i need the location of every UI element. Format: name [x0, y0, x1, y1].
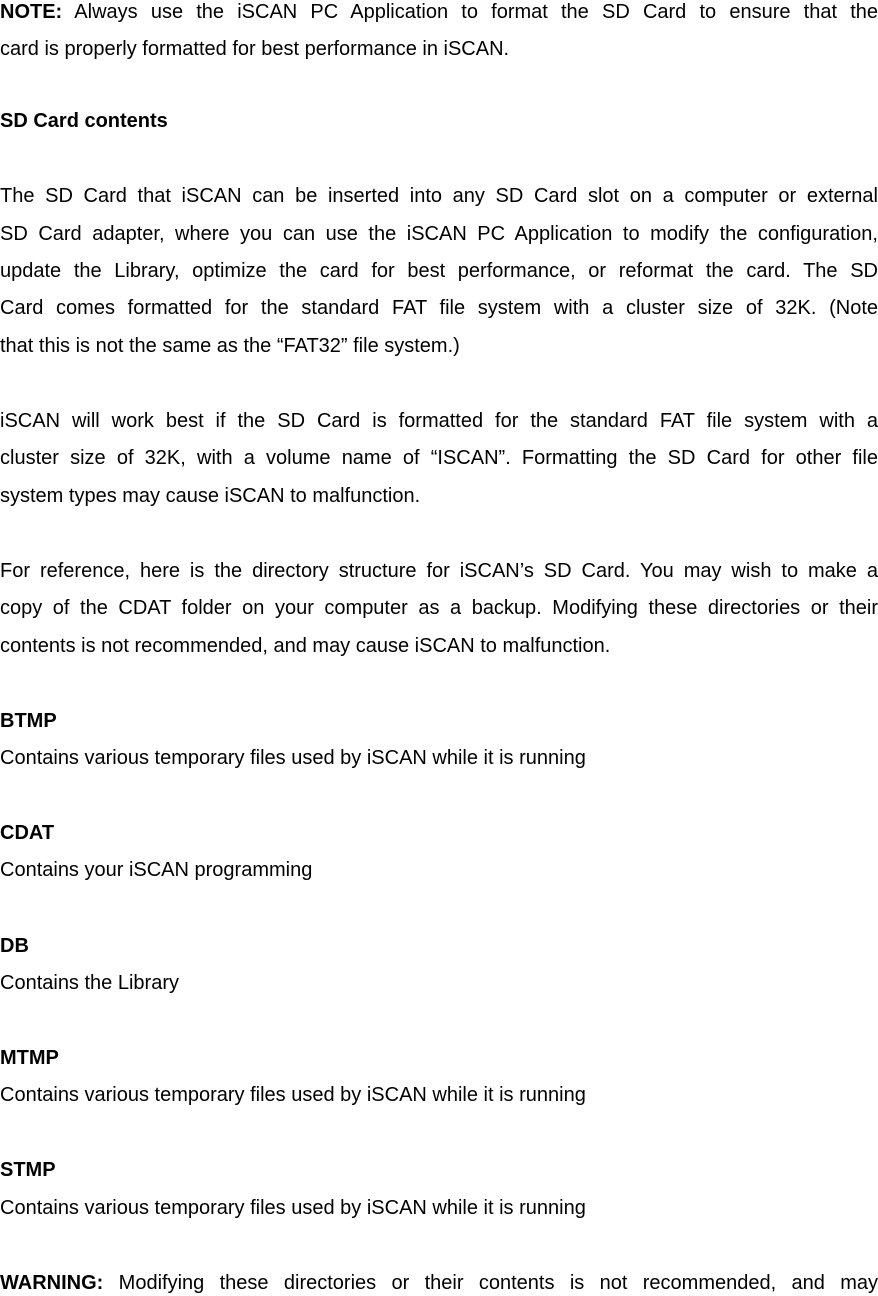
directory-name: MTMP — [0, 1047, 59, 1069]
text-line: contents is not recommended, and may cause iSCAN to malfunction. — [0, 635, 611, 657]
text-line: copy of the CDAT folder on your computer as a backup. Modifying these directories or their — [0, 597, 878, 619]
text-line: Card comes formatted for the standard FAT file system with a cluster size of 32K. (Note — [0, 297, 878, 319]
directory-name: DB — [0, 935, 29, 957]
text-line: iSCAN will work best if the SD Card is formatted for the standard FAT file system with a — [0, 410, 878, 432]
warning-label: WARNING: — [0, 1272, 104, 1294]
text-line: update the Library, optimize the card for best performance, or reformat the card. The SD — [0, 260, 878, 282]
directory-description: Contains various temporary files used by iSCAN while it is running — [0, 1084, 586, 1106]
directory-name: CDAT — [0, 822, 55, 844]
section-heading: SD Card contents — [0, 110, 168, 132]
note-label: NOTE: — [0, 1, 63, 23]
note-line-2: card is properly formatted for best performance in iSCAN. — [0, 38, 510, 60]
text-line: For reference, here is the directory structure for iSCAN’s SD Card. You may wish to make a — [0, 560, 878, 582]
text-line: that this is not the same as the “FAT32” file system.) — [0, 335, 460, 357]
note-line-1: NOTE: Always use the iSCAN PC Application to format the SD Card to ensure that the — [0, 1, 878, 23]
text-line: cluster size of 32K, with a volume name of “ISCAN”. Formatting the SD Card for other file — [0, 447, 878, 469]
text-line: The SD Card that iSCAN can be inserted into any SD Card slot on a computer or external — [0, 185, 878, 207]
directory-description: Contains various temporary files used by iSCAN while it is running — [0, 747, 586, 769]
warning-line: WARNING: Modifying these directories or their contents is not recommended, and may — [0, 1272, 878, 1294]
directory-name: BTMP — [0, 710, 57, 732]
text-line: system types may cause iSCAN to malfunction. — [0, 485, 421, 507]
directory-description: Contains the Library — [0, 972, 179, 994]
text-line: SD Card adapter, where you can use the iSCAN PC Application to modify the configuration, — [0, 223, 878, 245]
directory-description: Contains your iSCAN programming — [0, 859, 313, 881]
directory-description: Contains various temporary files used by iSCAN while it is running — [0, 1197, 586, 1219]
directory-name: STMP — [0, 1159, 56, 1181]
